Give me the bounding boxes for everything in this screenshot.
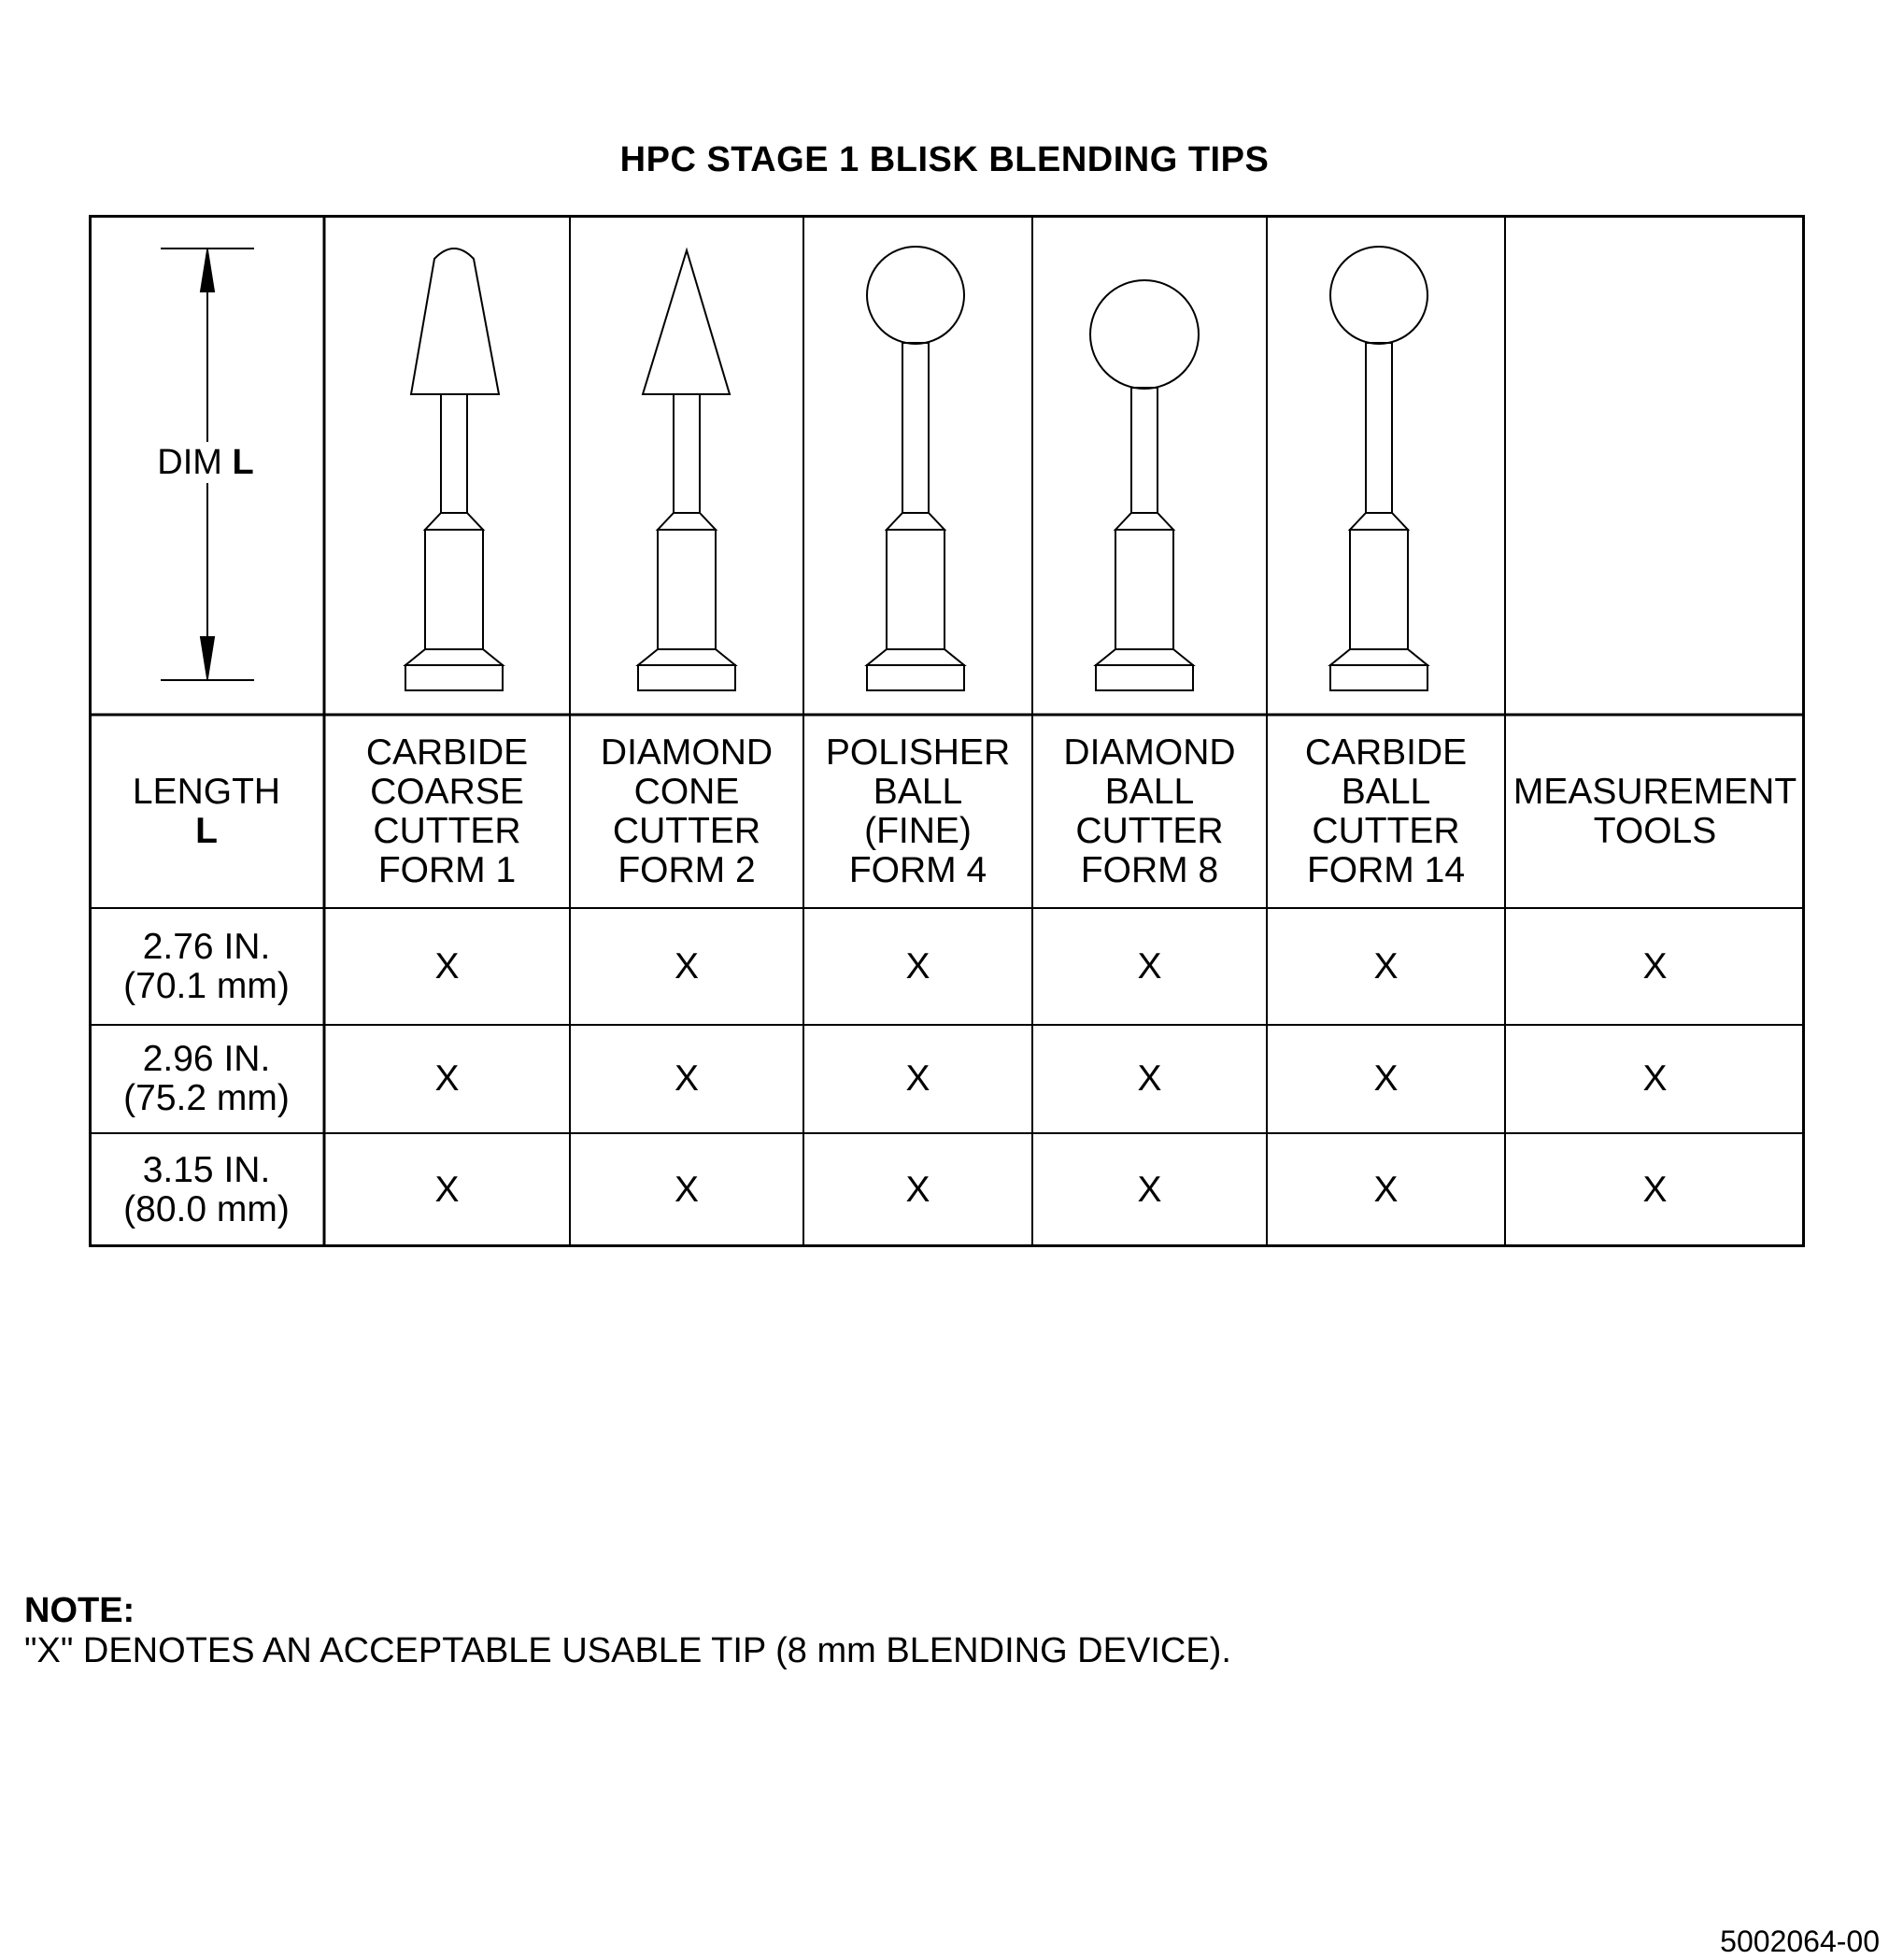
column-header-diamond-ball-cutter xyxy=(1032,715,1267,908)
row-length-2-76 xyxy=(89,908,324,1025)
mark-cell: X xyxy=(1137,1058,1162,1099)
header-line: FORM 14 xyxy=(1306,849,1466,890)
header-line: TOOLS xyxy=(1593,810,1717,851)
mark-cell: X xyxy=(434,1170,460,1210)
mark-cell: X xyxy=(1373,945,1399,987)
length-header-letter: L xyxy=(195,810,218,851)
length-inches: 2.76 IN. xyxy=(142,926,271,967)
length-header-word: LENGTH xyxy=(132,771,281,812)
tool-diamond-ball-cutter-icon xyxy=(1090,280,1199,690)
length-inches: 2.96 IN. xyxy=(142,1039,271,1079)
column-header-carbide-ball-cutter xyxy=(1267,715,1505,908)
column-header-measurement-tools xyxy=(1505,715,1805,908)
header-line: CUTTER xyxy=(373,810,521,851)
mark-cell: X xyxy=(434,945,460,987)
mark-cell: X xyxy=(905,1170,930,1210)
mark-cell: X xyxy=(1642,1058,1668,1099)
tool-carbide-ball-cutter-icon xyxy=(1330,247,1427,690)
header-line: CONE xyxy=(633,771,740,812)
length-mm: (70.1 mm) xyxy=(123,965,290,1006)
note xyxy=(24,1591,1231,1671)
diagram-title: HPC STAGE 1 BLISK BLENDING TIPS xyxy=(619,140,1270,179)
tool-carbide-coarse-cutter-icon xyxy=(405,249,503,690)
mark-cell: X xyxy=(674,1170,699,1210)
header-line: DIAMOND xyxy=(600,731,774,773)
tool-diamond-cone-cutter-icon xyxy=(638,250,735,690)
header-line: CARBIDE xyxy=(365,731,529,773)
header-line: (FINE) xyxy=(864,810,972,851)
note-title: NOTE: xyxy=(24,1591,135,1630)
mark-cell: X xyxy=(1373,1170,1399,1210)
mark-cell: X xyxy=(1642,945,1668,987)
mark-cell: X xyxy=(434,1058,460,1099)
mark-cell: X xyxy=(1137,945,1162,987)
mark-cell: X xyxy=(905,1058,930,1099)
column-header-carbide-coarse-cutter xyxy=(324,715,570,908)
length-mm: (75.2 mm) xyxy=(123,1078,290,1118)
header-line: BALL xyxy=(873,771,963,812)
dimension-label: DIM L xyxy=(154,442,257,483)
row-length-3-15 xyxy=(89,1133,324,1247)
header-line: FORM 4 xyxy=(848,849,987,890)
header-line: BALL xyxy=(1104,771,1195,812)
length-mm: (80.0 mm) xyxy=(123,1189,290,1229)
mark-cell: X xyxy=(1642,1170,1668,1210)
header-line: CUTTER xyxy=(1075,810,1224,851)
blending-tips-table xyxy=(89,215,1805,1247)
header-line: FORM 1 xyxy=(377,849,517,890)
header-line: CUTTER xyxy=(1312,810,1460,851)
column-header-diamond-cone-cutter xyxy=(570,715,803,908)
length-header xyxy=(89,715,324,908)
header-line: POLISHER xyxy=(825,731,1011,773)
tool-polisher-ball-icon xyxy=(867,247,964,690)
length-inches: 3.15 IN. xyxy=(142,1150,271,1190)
document-number: 5002064-00 xyxy=(1720,1924,1880,1958)
header-line: MEASUREMENT xyxy=(1513,771,1797,812)
header-line: FORM 8 xyxy=(1080,849,1219,890)
mark-cell: X xyxy=(674,945,699,987)
column-header-polisher-ball xyxy=(803,715,1032,908)
header-line: DIAMOND xyxy=(1063,731,1236,773)
header-line: CARBIDE xyxy=(1304,731,1468,773)
mark-cell: X xyxy=(905,945,930,987)
header-line: FORM 2 xyxy=(618,849,756,890)
note-text: "X" DENOTES AN ACCEPTABLE USABLE TIP (8 mm BLENDING DEVICE). xyxy=(24,1631,1231,1670)
mark-cell: X xyxy=(674,1058,699,1099)
header-line: COARSE xyxy=(370,771,524,812)
header-line: CUTTER xyxy=(612,810,761,851)
header-line: BALL xyxy=(1341,771,1431,812)
row-length-2-96 xyxy=(89,1025,324,1133)
mark-cell: X xyxy=(1373,1058,1399,1099)
mark-cell: X xyxy=(1137,1170,1162,1210)
